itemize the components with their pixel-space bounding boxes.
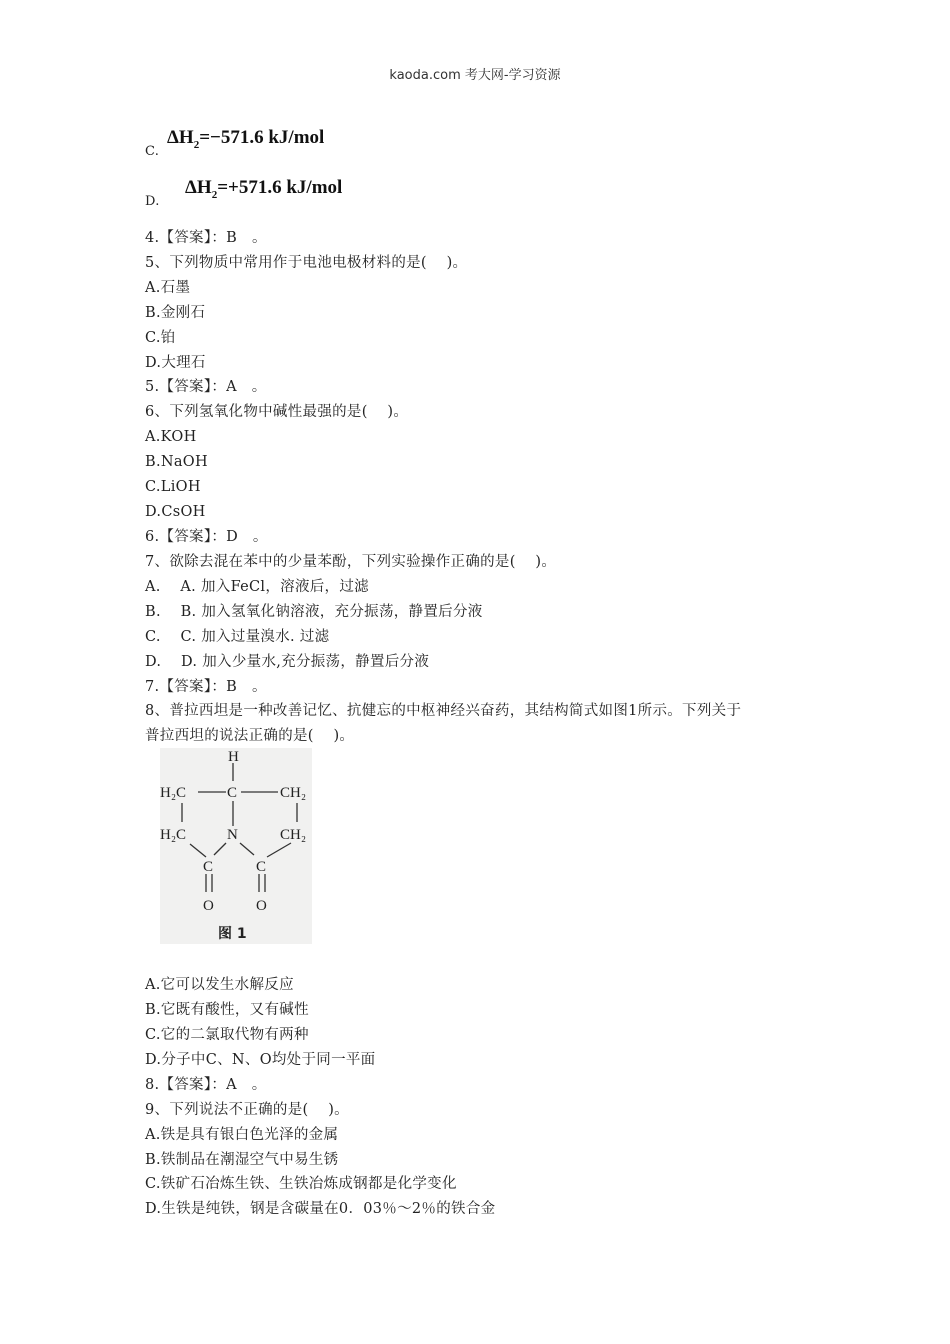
question-7: 7、欲除去混在苯中的少量苯酚，下列实验操作正确的是( )。 bbox=[145, 554, 557, 570]
formula-c bbox=[167, 127, 324, 151]
formula-c-sub: 2 bbox=[193, 138, 200, 151]
q5-option-d: D.大理石 bbox=[145, 355, 206, 371]
q7-option-d: D. D. 加入少量水,充分振荡，静置后分液 bbox=[145, 654, 430, 670]
q6-option-c: C.LiOH bbox=[145, 479, 201, 495]
q8-option-a: A.它可以发生水解反应 bbox=[145, 977, 294, 993]
question-6: 6、下列氢氧化物中碱性最强的是( )。 bbox=[145, 404, 409, 420]
atom-c-right: C bbox=[256, 859, 267, 875]
formula-d-value: =+571.6 kJ/mol bbox=[217, 177, 343, 198]
q7-option-c: C. C. 加入过量溴水. 过滤 bbox=[145, 629, 330, 645]
structure-figure bbox=[160, 748, 312, 944]
formula-c-prefix: ΔH bbox=[167, 127, 194, 148]
answer-8: 8.【答案】：A 。 bbox=[145, 1077, 267, 1093]
option-d-label: D. bbox=[145, 194, 160, 209]
atom-o-left: O bbox=[203, 898, 214, 914]
formula-d-sub: 2 bbox=[211, 188, 218, 201]
answer-4: 4.【答案】：B 。 bbox=[145, 230, 267, 246]
formula-d-prefix: ΔH bbox=[185, 177, 212, 198]
q5-option-c: C.铂 bbox=[145, 330, 176, 346]
option-c-label: C. bbox=[145, 144, 160, 159]
bond-h2c-c-left bbox=[190, 844, 206, 857]
atom-o-right: O bbox=[256, 898, 267, 914]
atom-ch2-left: H₂C bbox=[160, 785, 187, 801]
atom-c-left: C bbox=[203, 859, 214, 875]
q7-option-b: B. B. 加入氢氧化钠溶液，充分振荡，静置后分液 bbox=[145, 604, 483, 620]
q5-option-a: A.石墨 bbox=[145, 280, 191, 296]
page-header: kaoda.com 考大网-学习资源 bbox=[389, 68, 561, 83]
answer-6: 6.【答案】：D 。 bbox=[145, 529, 268, 545]
atom-c-center: C bbox=[227, 785, 238, 801]
atom-ch2-lower-right: CH₂ bbox=[280, 827, 307, 843]
q8-option-d: D.分子中C、N、O均处于同一平面 bbox=[145, 1052, 376, 1068]
figure-caption: 图 1 bbox=[218, 926, 247, 942]
q6-option-a: A.KOH bbox=[145, 429, 197, 445]
bond-n-c-right bbox=[240, 843, 254, 855]
q5-option-b: B.金刚石 bbox=[145, 305, 206, 321]
q8-option-b: B.它既有酸性，又有碱性 bbox=[145, 1002, 309, 1018]
q9-option-a: A.铁是具有银白色光泽的金属 bbox=[145, 1127, 339, 1143]
formula-c-value: =−571.6 kJ/mol bbox=[199, 127, 325, 148]
structure-svg bbox=[160, 748, 312, 944]
answer-7: 7.【答案】：B 。 bbox=[145, 679, 267, 695]
question-9: 9、下列说法不正确的是( )。 bbox=[145, 1102, 349, 1118]
q6-option-d: D.CsOH bbox=[145, 504, 206, 520]
answer-5: 5.【答案】：A 。 bbox=[145, 379, 267, 395]
bond-ch2-c-right bbox=[267, 843, 291, 857]
q9-option-d: D.生铁是纯铁，钢是含碳量在0．03％～2％的铁合金 bbox=[145, 1201, 496, 1217]
atom-h2c-lower: H₂C bbox=[160, 827, 187, 843]
q9-option-c: C.铁矿石冶炼生铁、生铁冶炼成钢都是化学变化 bbox=[145, 1176, 457, 1192]
atom-h-top: H bbox=[228, 749, 239, 765]
question-8-line2: 普拉西坦的说法正确的是( )。 bbox=[145, 728, 355, 744]
q9-option-b: B.铁制品在潮湿空气中易生锈 bbox=[145, 1152, 339, 1168]
q8-option-c: C.它的二氯取代物有两种 bbox=[145, 1027, 309, 1043]
question-8-line1: 8、普拉西坦是一种改善记忆、抗健忘的中枢神经兴奋药，其结构简式如图1所示。下列关于 bbox=[145, 703, 742, 719]
question-5: 5、下列物质中常用作于电池电极材料的是( )。 bbox=[145, 255, 468, 271]
q7-option-a: A. A. 加入FeCl，溶液后，过滤 bbox=[145, 579, 369, 595]
bond-n-c-left bbox=[214, 843, 226, 855]
atom-n: N bbox=[227, 827, 238, 843]
formula-d bbox=[185, 177, 342, 201]
q6-option-b: B.NaOH bbox=[145, 454, 208, 470]
atom-ch2-right: CH₂ bbox=[280, 785, 307, 801]
